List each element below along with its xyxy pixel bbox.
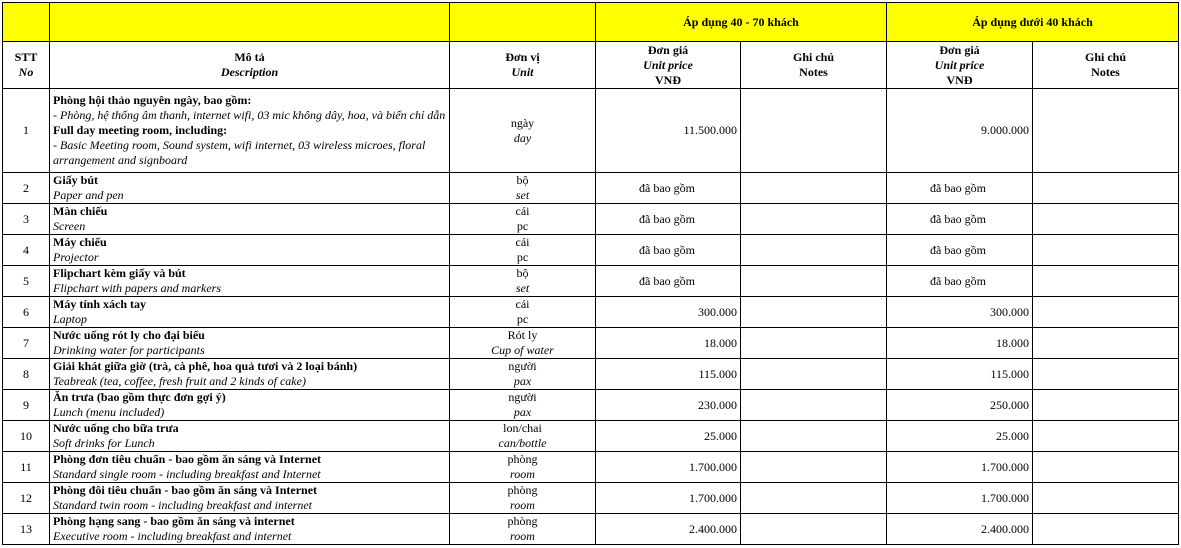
header-unit [450,42,596,89]
notes-40-70 [741,173,887,204]
price-under-40: 1.700.000 [887,483,1033,514]
unit-en: room [510,467,535,481]
table-row [3,266,1179,297]
price-under-40: 250.000 [887,390,1033,421]
description-title: Ăn trưa (bao gồm thực đơn gợi ý) [53,390,226,404]
row-description [50,266,450,297]
group-header-under-40: Áp dụng dưới 40 khách [887,3,1179,42]
row-unit [450,297,596,328]
row-unit [450,235,596,266]
header-price-vi: Đơn giá [647,42,689,57]
notes-under-40 [1033,235,1179,266]
header-price-en: Unit price [934,57,985,72]
row-unit [450,359,596,390]
header-description-en: Description [220,65,279,79]
row-number: 13 [3,514,50,545]
unit-en: room [510,529,535,543]
unit-en: day [513,130,532,145]
notes-under-40 [1033,514,1179,545]
header-description [50,42,450,89]
description-subtitle: Laptop [53,312,88,326]
unit-vi: cái [515,297,530,311]
row-number: 8 [3,359,50,390]
unit-en: pc [516,250,529,264]
price-under-40: đã bao gồm [887,266,1033,297]
header-notes-en: Notes [1091,65,1120,79]
table-row [3,328,1179,359]
unit-en: pax [513,374,532,388]
unit-en: room [510,498,535,512]
header-no [3,42,50,89]
table-row [3,204,1179,235]
row-description [50,359,450,390]
notes-40-70 [741,421,887,452]
row-number: 2 [3,173,50,204]
row-number: 6 [3,297,50,328]
description-subtitle: Lunch (menu included) [53,405,165,419]
unit-en: pc [516,219,529,233]
notes-40-70 [741,328,887,359]
notes-under-40 [1033,89,1179,173]
table-row [3,173,1179,204]
row-unit [450,421,596,452]
price-40-70: đã bao gồm [596,266,741,297]
row-description [50,89,450,173]
notes-40-70 [741,89,887,173]
header-notes-en: Notes [799,65,828,79]
column-header-row [3,42,1179,89]
row-number: 5 [3,266,50,297]
header-notes-b [1033,42,1179,89]
price-40-70: 230.000 [596,390,741,421]
description-subtitle: Screen [53,219,86,233]
description-line: - Basic Meeting room, Sound system, wifi internet, 03 wireless microes, floral arrangement and signboard [53,138,426,167]
price-40-70: đã bao gồm [596,204,741,235]
row-unit [450,452,596,483]
description-subtitle: Paper and pen [53,188,124,202]
table-row [3,483,1179,514]
description-title: Phòng đôi tiêu chuẩn - bao gồm ăn sáng và Internet [53,483,318,497]
unit-en: can/bottle [498,436,547,450]
unit-en: pax [513,405,532,419]
price-40-70: 18.000 [596,328,741,359]
description-line: Full day meeting room, including: [53,123,228,137]
row-description [50,514,450,545]
unit-vi: bộ [516,266,529,280]
empty-header-cell [450,3,596,42]
unit-en: Cup of water [491,343,554,357]
row-description [50,297,450,328]
unit-vi: cái [515,204,530,218]
header-unit-en: Unit [511,65,534,79]
price-under-40: 9.000.000 [887,89,1033,173]
description-subtitle: Standard single room - including breakfast and Internet [53,467,321,481]
description-line: - Phòng, hệ thống âm thanh, internet wifi, 03 mic không dây, hoa, và biển chỉ dẫn [53,108,446,122]
row-number: 1 [3,89,50,173]
unit-vi: cái [515,235,530,249]
row-number: 9 [3,390,50,421]
price-under-40: 115.000 [887,359,1033,390]
empty-header-cell [3,3,50,42]
description-title: Flipchart kèm giấy và bút [53,266,186,280]
table-body [3,89,1179,545]
header-price-currency: VNĐ [946,72,973,87]
price-under-40: 18.000 [887,328,1033,359]
row-number: 7 [3,328,50,359]
description-subtitle: Soft drinks for Lunch [53,436,155,450]
row-unit [450,204,596,235]
description-title: Nước uống cho bữa trưa [53,421,179,435]
unit-vi: ngày [510,115,535,130]
row-unit [450,173,596,204]
description-title: Máy chiếu [53,235,107,249]
row-unit [450,328,596,359]
notes-under-40 [1033,452,1179,483]
notes-under-40 [1033,483,1179,514]
price-under-40: 300.000 [887,297,1033,328]
header-no-vi: STT [14,50,38,64]
notes-40-70 [741,452,887,483]
row-description [50,421,450,452]
header-notes-vi: Ghi chú [1084,50,1126,64]
table-row [3,297,1179,328]
unit-en: pc [516,312,529,326]
header-price-vi: Đơn giá [939,42,980,57]
unit-vi: phòng [507,452,538,466]
notes-40-70 [741,235,887,266]
price-40-70: 1.700.000 [596,483,741,514]
price-40-70: 1.700.000 [596,452,741,483]
header-price-a [596,42,741,89]
unit-vi: lon/chai [503,421,542,435]
price-under-40: đã bao gồm [887,204,1033,235]
description-title: Giải khát giữa giờ (trà, cà phê, hoa quả tươi và 2 loại bánh) [53,359,358,373]
row-unit [450,514,596,545]
table-row [3,421,1179,452]
price-40-70: 115.000 [596,359,741,390]
unit-vi: Rót ly [507,328,538,342]
price-under-40: 25.000 [887,421,1033,452]
row-description [50,204,450,235]
notes-40-70 [741,390,887,421]
unit-en: set [515,281,530,295]
empty-header-cell [50,3,450,42]
price-under-40: 1.700.000 [887,452,1033,483]
group-header-40-70: Áp dụng 40 - 70 khách [596,3,887,42]
notes-under-40 [1033,421,1179,452]
row-description [50,390,450,421]
header-notes-a [741,42,887,89]
description-title: Nước uống rót ly cho đại biểu [53,328,205,342]
unit-vi: phòng [507,483,538,497]
unit-vi: bộ [516,173,529,187]
group-header-row [3,3,1179,42]
table-row [3,452,1179,483]
description-subtitle: Projector [53,250,99,264]
notes-under-40 [1033,297,1179,328]
description-title: Giấy bút [53,173,99,187]
table-row [3,235,1179,266]
unit-en: set [515,188,530,202]
row-unit [450,266,596,297]
description-title: Phòng hạng sang - bao gồm ăn sáng và internet [53,514,295,528]
notes-40-70 [741,514,887,545]
notes-under-40 [1033,328,1179,359]
row-number: 10 [3,421,50,452]
table-row [3,89,1179,173]
row-number: 11 [3,452,50,483]
header-description-vi: Mô tả [234,50,265,64]
description-subtitle: Flipchart with papers and markers [53,281,221,295]
row-description [50,173,450,204]
row-unit [450,390,596,421]
notes-40-70 [741,297,887,328]
row-description [50,328,450,359]
price-table [2,2,1179,545]
unit-vi: người [508,359,537,373]
table-row [3,359,1179,390]
notes-40-70 [741,266,887,297]
notes-under-40 [1033,390,1179,421]
price-under-40: đã bao gồm [887,235,1033,266]
header-price-b [887,42,1033,89]
row-unit [450,483,596,514]
header-price-en: Unit price [643,57,693,72]
unit-vi: phòng [507,514,538,528]
notes-under-40 [1033,359,1179,390]
description-title: Màn chiếu [53,204,108,218]
header-no-en: No [18,65,34,79]
description-subtitle: Drinking water for participants [53,343,205,357]
notes-40-70 [741,359,887,390]
notes-under-40 [1033,204,1179,235]
price-40-70: đã bao gồm [596,173,741,204]
row-description [50,452,450,483]
price-40-70: 25.000 [596,421,741,452]
description-title: Phòng đơn tiêu chuẩn - bao gồm ăn sáng và Internet [53,452,322,466]
price-under-40: 2.400.000 [887,514,1033,545]
row-unit [450,89,596,173]
price-40-70: 300.000 [596,297,741,328]
notes-40-70 [741,483,887,514]
description-title: Phòng hội thảo nguyên ngày, bao gồm: [53,93,252,107]
notes-under-40 [1033,173,1179,204]
header-price-currency: VNĐ [655,72,681,87]
notes-under-40 [1033,266,1179,297]
description-subtitle: Standard twin room - including breakfast and internet [53,498,312,512]
table-row [3,514,1179,545]
price-40-70: 2.400.000 [596,514,741,545]
row-number: 12 [3,483,50,514]
price-40-70: đã bao gồm [596,235,741,266]
row-number: 4 [3,235,50,266]
price-40-70: 11.500.000 [596,89,741,173]
price-under-40: đã bao gồm [887,173,1033,204]
header-unit-vi: Đơn vị [505,50,540,64]
table-row [3,390,1179,421]
notes-40-70 [741,204,887,235]
description-title: Máy tính xách tay [53,297,146,311]
row-description [50,483,450,514]
row-number: 3 [3,204,50,235]
header-notes-vi: Ghi chú [792,50,834,64]
description-subtitle: Teabreak (tea, coffee, fresh fruit and 2 kinds of cake) [53,374,306,388]
description-subtitle: Executive room - including breakfast and internet [53,529,292,543]
unit-vi: người [508,390,537,404]
row-description [50,235,450,266]
